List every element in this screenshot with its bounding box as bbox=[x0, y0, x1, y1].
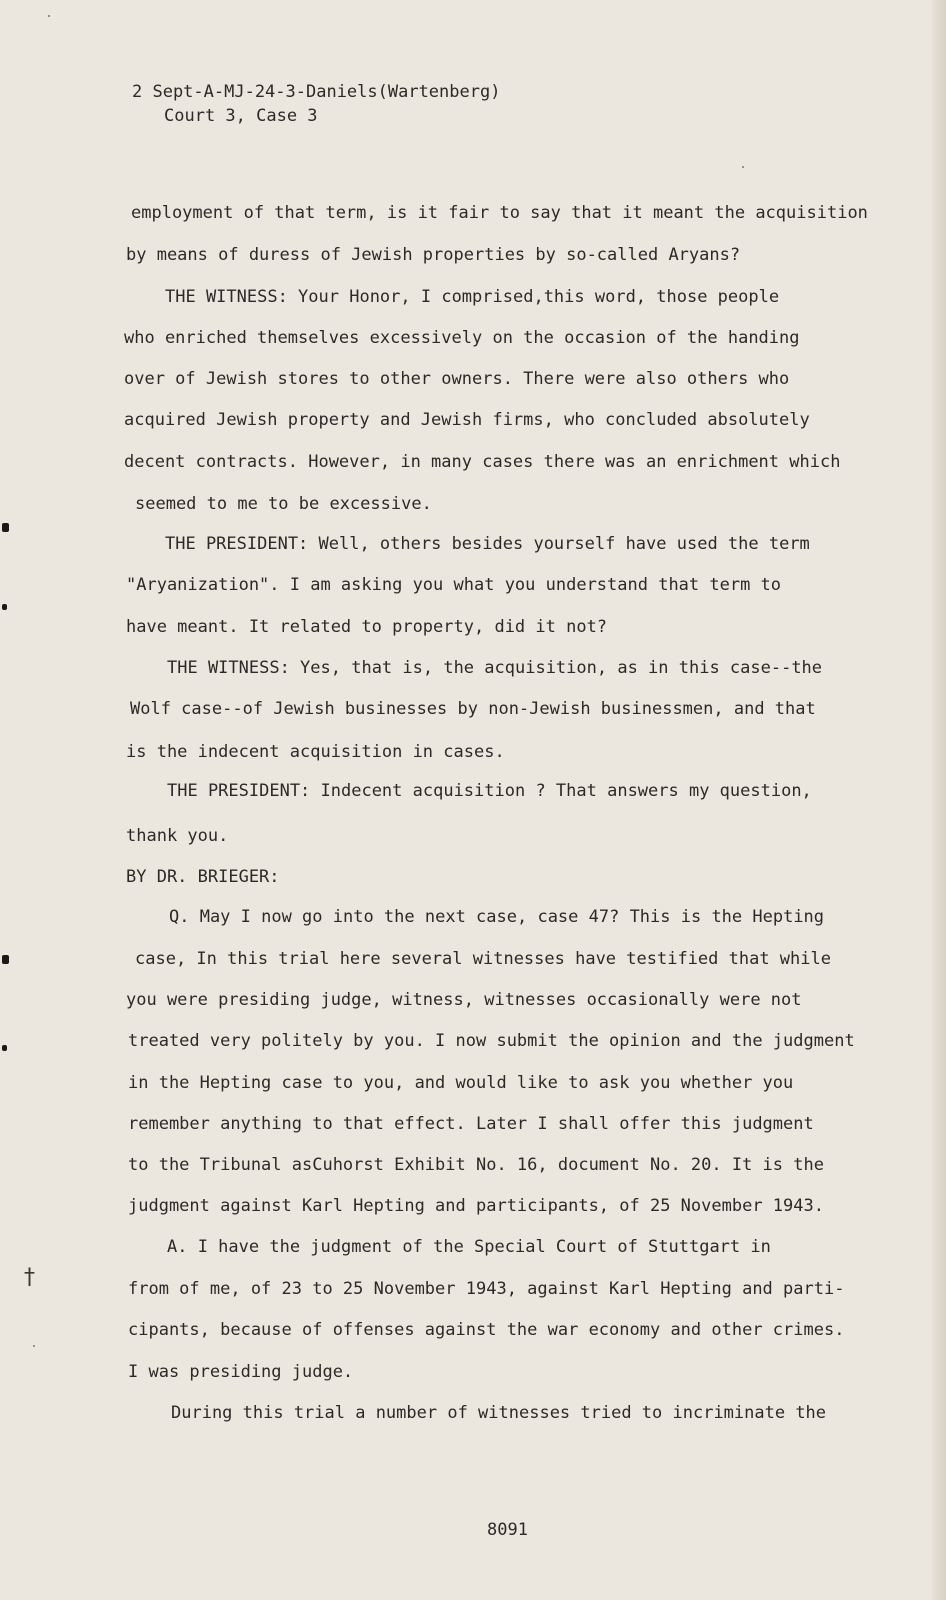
edge-mark bbox=[2, 955, 9, 964]
text-line: who enriched themselves excessively on the occasion of the handing bbox=[124, 328, 800, 348]
text-line: THE WITNESS: Your Honor, I comprised,this word, those people bbox=[165, 287, 780, 307]
text-line: to the Tribunal asCuhorst Exhibit No. 16, document No. 20. It is the bbox=[128, 1155, 824, 1175]
edge-mark bbox=[2, 523, 9, 532]
page-number: 8091 bbox=[487, 1520, 528, 1540]
edge-mark bbox=[2, 1045, 7, 1051]
text-line: acquired Jewish property and Jewish firms, who concluded absolutely bbox=[124, 410, 810, 430]
text-line: have meant. It related to property, did it not? bbox=[126, 617, 608, 637]
text-line: case, In this trial here several witnesses have testified that while bbox=[135, 949, 831, 969]
text-line: During this trial a number of witnesses tried to incriminate the bbox=[171, 1403, 827, 1423]
text-line: treated very politely by you. I now submit the opinion and the judgment bbox=[128, 1031, 855, 1051]
text-line: I was presiding judge. bbox=[128, 1362, 354, 1382]
text-line: "Aryanization". I am asking you what you understand that term to bbox=[126, 575, 782, 595]
text-line: cipants, because of offenses against the war economy and other crimes. bbox=[128, 1320, 845, 1340]
text-line: in the Hepting case to you, and would like to ask you whether you bbox=[128, 1073, 794, 1093]
margin-tick-icon: † bbox=[24, 1265, 35, 1290]
text-line: thank you. bbox=[126, 826, 229, 846]
edge-mark bbox=[2, 604, 7, 610]
text-line: BY DR. BRIEGER: bbox=[126, 867, 280, 887]
text-line: Q. May I now go into the next case, case 47? This is the Hepting bbox=[169, 907, 825, 927]
text-line: seemed to me to be excessive. bbox=[135, 494, 432, 514]
text-line: A. I have the judgment of the Special Court of Stuttgart in bbox=[167, 1237, 771, 1257]
text-line: THE WITNESS: Yes, that is, the acquisition, as in this case--the bbox=[167, 658, 823, 678]
text-line: judgment against Karl Hepting and participants, of 25 November 1943. bbox=[128, 1196, 824, 1216]
speck bbox=[33, 1345, 35, 1347]
text-line: you were presiding judge, witness, witnesses occasionally were not bbox=[126, 990, 802, 1010]
text-line: employment of that term, is it fair to say that it meant the acquisition bbox=[131, 203, 868, 223]
text-line: THE PRESIDENT: Well, others besides yourself have used the term bbox=[165, 534, 810, 554]
text-line: is the indecent acquisition in cases. bbox=[126, 742, 505, 762]
text-line: Wolf case--of Jewish businesses by non-Jewish businessmen, and that bbox=[130, 699, 816, 719]
speck bbox=[742, 166, 744, 168]
text-line: remember anything to that effect. Later I shall offer this judgment bbox=[128, 1114, 814, 1134]
text-line: decent contracts. However, in many cases there was an enrichment which bbox=[124, 452, 841, 472]
document-header bbox=[132, 80, 500, 128]
text-line: from of me, of 23 to 25 November 1943, against Karl Hepting and parti- bbox=[128, 1279, 845, 1299]
text-line: by means of duress of Jewish properties by so-called Aryans? bbox=[126, 245, 741, 265]
speck bbox=[48, 15, 50, 17]
header-reference: 2 Sept-A-MJ-24-3-Daniels(Wartenberg) bbox=[132, 82, 501, 102]
header-court-case: Court 3, Case 3 bbox=[164, 106, 318, 126]
text-line: THE PRESIDENT: Indecent acquisition ? That answers my question, bbox=[167, 781, 812, 801]
text-line: over of Jewish stores to other owners. There were also others who bbox=[124, 369, 790, 389]
